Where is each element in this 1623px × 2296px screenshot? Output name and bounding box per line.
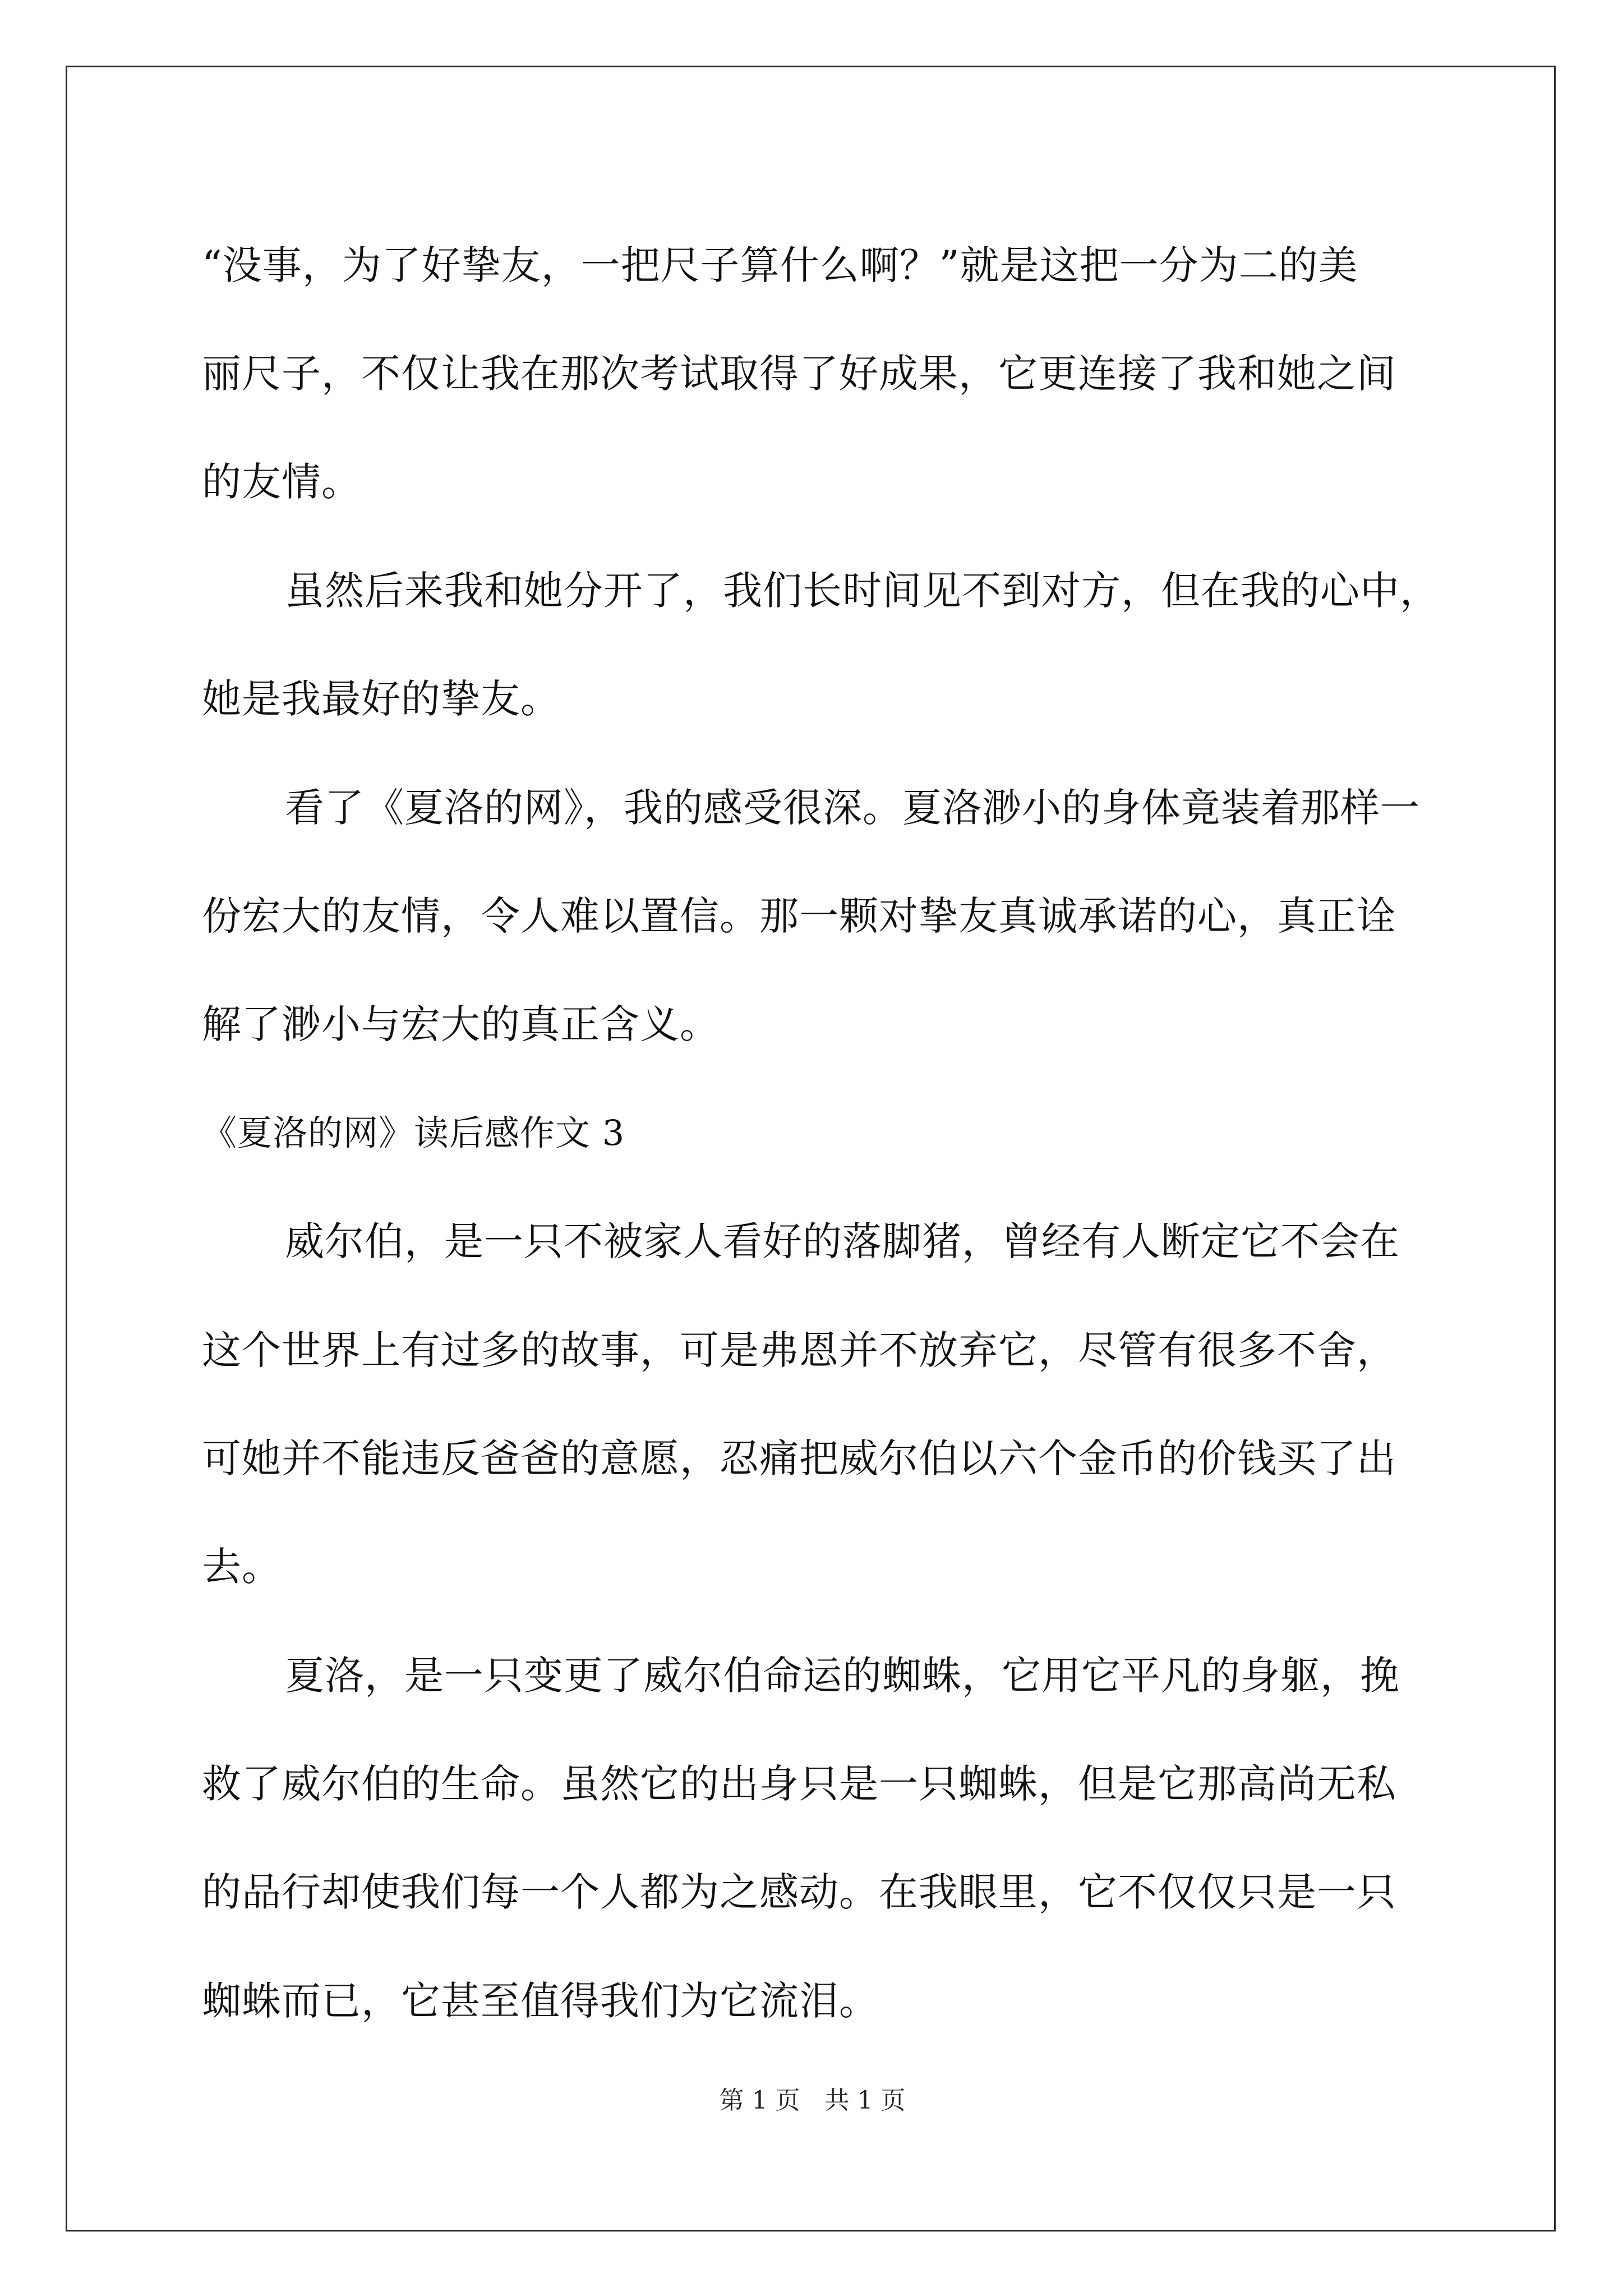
page-footer: 第 1 页 共 1 页 — [719, 2086, 906, 2115]
paragraph-start-line: 威尔伯，是一只不被家人看好的落脚猪，曾经有人断定它不会在 — [285, 1218, 1400, 1264]
text-line: 蜘蛛而已，它甚至值得我们为它流泪。 — [202, 1978, 879, 2024]
text-line: 份宏大的友情，令人难以置信。那一颗对挚友真诚承诺的心，真正诠 — [202, 893, 1396, 939]
text-line: “没事，为了好挚友，一把尺子算什么啊？”就是这把一分为二的美 — [202, 242, 1358, 288]
text-line: 去。 — [202, 1544, 282, 1590]
text-line: 这个世界上有过多的故事，可是弗恩并不放弃它，尽管有很多不舍， — [202, 1327, 1396, 1373]
text-line: 丽尺子，不仅让我在那次考试取得了好成果，它更连接了我和她之间 — [202, 351, 1396, 397]
text-line: 救了威尔伯的生命。虽然它的出身只是一只蜘蛛，但是它那高尚无私 — [202, 1761, 1396, 1807]
paragraph-start-line: 看了《夏洛的网》，我的感受很深。夏洛渺小的身体竟装着那样一 — [285, 785, 1420, 831]
paragraph-start-line: 夏洛，是一只变更了威尔伯命运的蜘蛛，它用它平凡的身躯，挽 — [285, 1653, 1400, 1699]
page-frame — [66, 66, 1556, 2231]
text-line: 的友情。 — [202, 459, 361, 505]
section-heading: 《夏洛的网》读后感作文 3 — [202, 1112, 625, 1153]
text-line: 她是我最好的挚友。 — [202, 676, 560, 722]
text-line: 可她并不能违反爸爸的意愿，忍痛把威尔伯以六个金币的价钱买了出 — [202, 1435, 1396, 1481]
paragraph-start-line: 虽然后来我和她分开了，我们长时间见不到对方，但在我的心中， — [285, 568, 1440, 614]
text-line: 的品行却使我们每一个人都为之感动。在我眼里，它不仅仅只是一只 — [202, 1869, 1396, 1915]
text-line: 解了渺小与宏大的真正含义。 — [202, 1001, 720, 1047]
